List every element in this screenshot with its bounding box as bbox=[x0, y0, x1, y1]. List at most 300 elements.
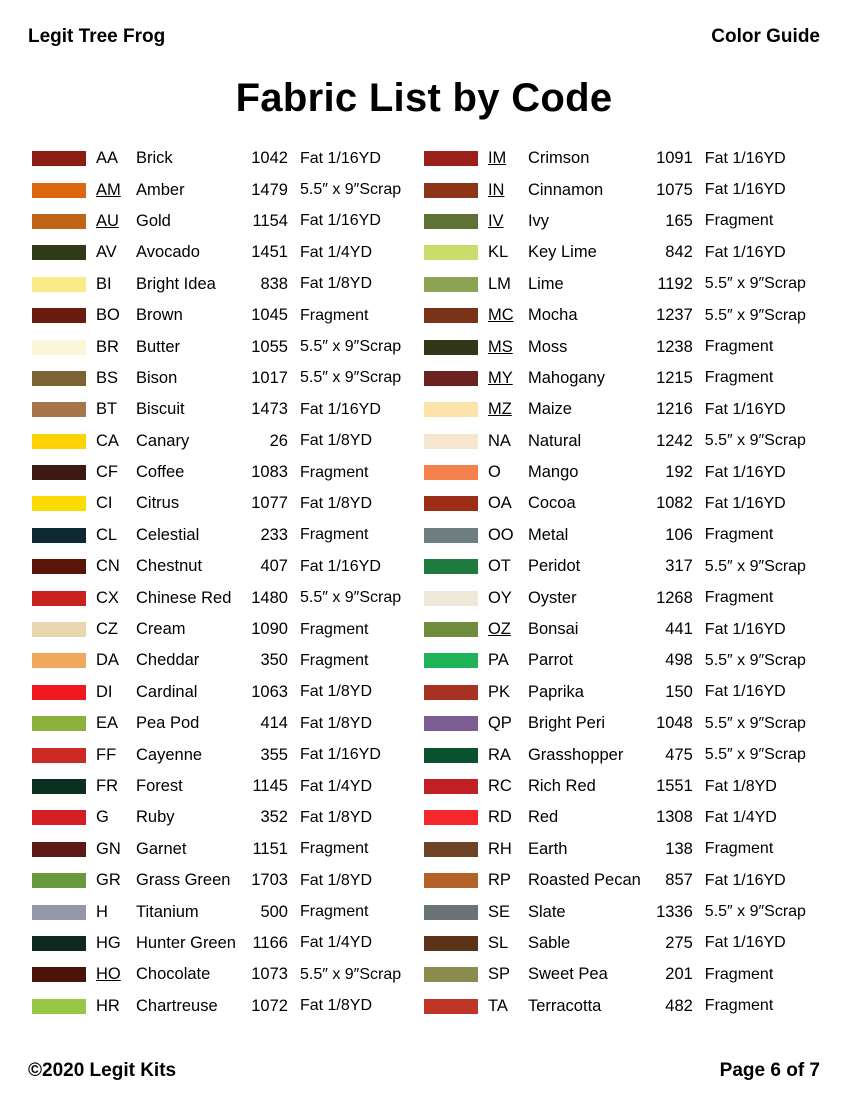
fabric-row bbox=[32, 363, 412, 394]
fabric-name: Crimson bbox=[527, 149, 590, 168]
color-swatch bbox=[424, 967, 478, 982]
color-swatch bbox=[32, 936, 86, 951]
fabric-number: 1075 bbox=[656, 180, 693, 199]
fabric-cut-size: Fragment bbox=[704, 997, 774, 1015]
fabric-number: 842 bbox=[665, 243, 693, 262]
color-swatch bbox=[424, 842, 478, 857]
fabric-cut-size: Fragment bbox=[704, 840, 774, 858]
fabric-code: GN bbox=[96, 839, 121, 858]
fabric-name: Forest bbox=[136, 777, 183, 795]
fabric-code: MS bbox=[487, 337, 513, 356]
fabric-number: 350 bbox=[260, 651, 288, 670]
fabric-number: 1551 bbox=[656, 777, 693, 795]
fabric-name: Sable bbox=[527, 933, 571, 952]
color-swatch bbox=[32, 151, 86, 166]
fabric-row bbox=[424, 708, 817, 739]
fabric-cut-size: Fat 1/16YD bbox=[704, 620, 786, 638]
fabric-number: 201 bbox=[665, 965, 693, 984]
fabric-number: 1166 bbox=[252, 933, 288, 952]
color-swatch bbox=[32, 559, 86, 574]
fabric-code: DI bbox=[96, 682, 113, 701]
fabric-code: G bbox=[96, 808, 109, 827]
fabric-cut-size: Fat 1/16YD bbox=[299, 149, 381, 167]
fabric-code: CN bbox=[96, 557, 120, 576]
fabric-cut-size: Fragment bbox=[299, 306, 369, 324]
fabric-name: Grass Green bbox=[136, 871, 231, 890]
fabric-code: GR bbox=[96, 871, 121, 890]
fabric-cut-size: Fat 1/16YD bbox=[299, 400, 381, 418]
fabric-cut-size: Fragment bbox=[704, 965, 774, 983]
color-swatch bbox=[424, 622, 478, 637]
fabric-number: 1151 bbox=[252, 839, 288, 858]
fabric-row bbox=[32, 331, 412, 362]
fabric-cut-size: Fat 1/16YD bbox=[704, 494, 786, 512]
fabric-number: 233 bbox=[260, 525, 288, 544]
fabric-code: AV bbox=[96, 243, 117, 262]
fabric-code: OT bbox=[487, 557, 511, 576]
fabric-number: 1090 bbox=[251, 620, 288, 639]
fabric-name: Hunter Green bbox=[136, 933, 236, 952]
fabric-name: Parrot bbox=[527, 651, 573, 670]
fabric-number: 150 bbox=[665, 682, 693, 701]
fabric-code: HO bbox=[96, 965, 121, 984]
color-swatch bbox=[424, 936, 478, 951]
fabric-name: Amber bbox=[136, 180, 185, 199]
fabric-cut-size: Fragment bbox=[299, 903, 369, 921]
fabric-cut-size: Fragment bbox=[299, 526, 369, 544]
fabric-row bbox=[32, 237, 412, 268]
fabric-code: DA bbox=[96, 651, 119, 670]
fabric-code: PA bbox=[487, 651, 509, 670]
color-swatch bbox=[424, 371, 478, 386]
fabric-row bbox=[424, 677, 817, 708]
fabric-cut-size: Fat 1/16YD bbox=[704, 683, 786, 701]
fabric-code: RD bbox=[487, 808, 512, 827]
fabric-cut-size: Fat 1/16YD bbox=[704, 181, 786, 199]
fabric-cut-size: 5.5″ x 9″Scrap bbox=[299, 338, 402, 356]
fabric-name: Ruby bbox=[136, 808, 175, 827]
fabric-cut-size: Fat 1/16YD bbox=[299, 746, 381, 764]
fabric-row bbox=[424, 488, 817, 519]
fabric-cut-size: Fat 1/16YD bbox=[704, 400, 786, 418]
fabric-cut-size: Fat 1/8YD bbox=[299, 808, 372, 826]
fabric-row bbox=[424, 834, 817, 865]
fabric-name: Paprika bbox=[527, 682, 584, 701]
fabric-row bbox=[424, 645, 817, 676]
fabric-row bbox=[424, 331, 817, 362]
fabric-number: 498 bbox=[665, 651, 693, 670]
fabric-row bbox=[32, 959, 412, 990]
fabric-row bbox=[424, 143, 817, 174]
fabric-row bbox=[424, 896, 817, 927]
color-swatch bbox=[424, 685, 478, 700]
color-swatch bbox=[424, 308, 478, 323]
fabric-number: 317 bbox=[665, 557, 693, 576]
fabric-cut-size: Fat 1/8YD bbox=[704, 777, 777, 795]
fabric-row bbox=[32, 708, 412, 739]
fabric-cut-size: 5.5″ x 9″Scrap bbox=[704, 306, 806, 324]
fabric-number: 857 bbox=[665, 871, 693, 890]
fabric-name: Mango bbox=[527, 463, 579, 482]
copyright-text: ©2020 Legit Kits bbox=[28, 1060, 177, 1081]
fabric-name: Brick bbox=[136, 149, 173, 168]
fabric-name: Garnet bbox=[136, 839, 187, 858]
document-type: Color Guide bbox=[711, 26, 820, 47]
color-swatch bbox=[424, 748, 478, 763]
color-swatch bbox=[424, 214, 478, 229]
fabric-number: 1473 bbox=[251, 400, 288, 419]
color-swatch bbox=[424, 245, 478, 260]
fabric-name: Ivy bbox=[527, 211, 550, 230]
fabric-number: 1055 bbox=[251, 337, 288, 356]
color-swatch bbox=[32, 245, 86, 260]
color-swatch bbox=[32, 371, 86, 386]
fabric-row bbox=[32, 645, 412, 676]
fabric-code: HG bbox=[96, 933, 121, 952]
fabric-code: SL bbox=[487, 933, 509, 952]
fabric-code: OZ bbox=[487, 620, 511, 639]
fabric-name: Brown bbox=[136, 306, 183, 325]
color-swatch bbox=[424, 873, 478, 888]
color-swatch bbox=[424, 277, 478, 292]
fabric-cut-size: Fat 1/8YD bbox=[299, 997, 372, 1015]
fabric-code: BR bbox=[96, 337, 119, 356]
fabric-name: Bright Peri bbox=[527, 714, 605, 733]
fabric-row bbox=[32, 834, 412, 865]
fabric-row bbox=[32, 865, 412, 896]
fabric-cut-size: Fragment bbox=[299, 840, 369, 858]
color-swatch bbox=[32, 842, 86, 857]
fabric-code: HR bbox=[96, 996, 120, 1015]
fabric-number: 1451 bbox=[251, 243, 288, 262]
color-swatch bbox=[424, 591, 478, 606]
fabric-row bbox=[32, 551, 412, 582]
fabric-number: 138 bbox=[665, 839, 693, 858]
fabric-cut-size: 5.5″ x 9″Scrap bbox=[704, 557, 806, 575]
fabric-number: 1215 bbox=[656, 368, 693, 387]
fabric-name: Moss bbox=[527, 337, 568, 356]
fabric-code: H bbox=[96, 902, 108, 921]
fabric-row bbox=[424, 739, 817, 770]
fabric-row bbox=[424, 771, 817, 802]
fabric-name: Bright Idea bbox=[136, 274, 216, 293]
color-swatch bbox=[424, 999, 478, 1014]
fabric-cut-size: Fat 1/4YD bbox=[299, 777, 372, 795]
fabric-number: 1216 bbox=[656, 400, 693, 419]
fabric-name: Chartreuse bbox=[136, 996, 218, 1015]
fabric-name: Red bbox=[527, 808, 559, 827]
fabric-number: 1480 bbox=[251, 588, 288, 607]
fabric-name: Canary bbox=[136, 431, 190, 450]
fabric-number: 1073 bbox=[251, 965, 288, 984]
fabric-cut-size: Fragment bbox=[299, 463, 369, 481]
fabric-cut-size: Fragment bbox=[704, 338, 774, 356]
color-swatch bbox=[32, 905, 86, 920]
fabric-code: EA bbox=[96, 714, 119, 733]
fabric-code: TA bbox=[487, 996, 508, 1015]
fabric-number: 500 bbox=[260, 902, 288, 921]
fabric-column-right bbox=[424, 143, 817, 1044]
color-swatch bbox=[424, 810, 478, 825]
color-swatch bbox=[32, 277, 86, 292]
color-swatch bbox=[424, 183, 478, 198]
fabric-row bbox=[424, 174, 817, 205]
fabric-number: 1479 bbox=[251, 180, 288, 199]
color-swatch bbox=[32, 340, 86, 355]
fabric-name: Maize bbox=[527, 400, 572, 419]
fabric-row bbox=[32, 991, 412, 1022]
color-swatch bbox=[32, 496, 86, 511]
fabric-name: Slate bbox=[527, 902, 566, 921]
fabric-cut-size: 5.5″ x 9″Scrap bbox=[704, 714, 806, 732]
fabric-row bbox=[424, 991, 817, 1022]
color-swatch bbox=[32, 528, 86, 543]
fabric-number: 1336 bbox=[656, 902, 693, 921]
color-swatch bbox=[32, 716, 86, 731]
fabric-code: AU bbox=[96, 211, 119, 230]
fabric-code: BO bbox=[96, 306, 120, 325]
fabric-code: PK bbox=[487, 682, 510, 701]
fabric-row bbox=[32, 300, 412, 331]
fabric-name: Natural bbox=[527, 431, 582, 450]
fabric-number: 1045 bbox=[251, 306, 288, 325]
fabric-cut-size: 5.5″ x 9″Scrap bbox=[704, 432, 806, 450]
fabric-name: Key Lime bbox=[527, 243, 597, 262]
fabric-name: Mahogany bbox=[527, 368, 606, 387]
fabric-name: Oyster bbox=[527, 588, 577, 607]
fabric-cut-size: Fat 1/8YD bbox=[299, 275, 372, 293]
fabric-row bbox=[32, 771, 412, 802]
fabric-row bbox=[424, 394, 817, 425]
fabric-number: 1703 bbox=[251, 871, 288, 890]
fabric-code: SE bbox=[487, 902, 510, 921]
fabric-code: IV bbox=[487, 211, 504, 230]
fabric-code: KL bbox=[487, 243, 509, 262]
fabric-code: MC bbox=[487, 306, 514, 325]
fabric-code: QP bbox=[487, 714, 512, 733]
brand-title: Legit Tree Frog bbox=[28, 26, 166, 47]
fabric-number: 1042 bbox=[251, 149, 288, 168]
fabric-name: Terracotta bbox=[527, 996, 602, 1015]
fabric-cut-size: Fat 1/8YD bbox=[299, 494, 372, 512]
fabric-number: 1082 bbox=[656, 494, 693, 513]
fabric-name: Earth bbox=[527, 839, 568, 858]
fabric-code: CF bbox=[96, 463, 118, 482]
fabric-cut-size: Fragment bbox=[299, 620, 369, 638]
fabric-cut-size: Fat 1/8YD bbox=[299, 683, 372, 701]
fabric-number: 838 bbox=[260, 274, 288, 293]
fabric-cut-size: Fat 1/16YD bbox=[299, 212, 381, 230]
color-swatch bbox=[424, 716, 478, 731]
fabric-code: RA bbox=[487, 745, 511, 764]
fabric-name: Bison bbox=[136, 368, 178, 387]
fabric-name: Sweet Pea bbox=[527, 965, 608, 984]
fabric-row bbox=[32, 520, 412, 551]
fabric-number: 1091 bbox=[656, 149, 693, 168]
fabric-code: IN bbox=[487, 180, 505, 199]
fabric-row bbox=[424, 457, 817, 488]
fabric-cut-size: Fat 1/16YD bbox=[704, 871, 786, 889]
color-swatch bbox=[424, 653, 478, 668]
fabric-code: RC bbox=[487, 777, 512, 795]
fabric-name: Biscuit bbox=[136, 400, 185, 419]
fabric-row bbox=[32, 426, 412, 457]
fabric-code: AM bbox=[96, 180, 121, 199]
fabric-number: 275 bbox=[665, 933, 693, 952]
fabric-code: OY bbox=[487, 588, 512, 607]
fabric-number: 482 bbox=[665, 996, 693, 1015]
fabric-column-left bbox=[32, 143, 412, 1044]
fabric-code: BS bbox=[96, 368, 119, 387]
fabric-row bbox=[32, 269, 412, 300]
color-swatch bbox=[32, 748, 86, 763]
fabric-cut-size: Fat 1/4YD bbox=[299, 243, 372, 261]
fabric-name: Mocha bbox=[527, 306, 578, 325]
fabric-number: 1017 bbox=[251, 368, 288, 387]
fabric-name: Grasshopper bbox=[527, 745, 624, 764]
fabric-cut-size: 5.5″ x 9″Scrap bbox=[299, 589, 402, 607]
color-swatch bbox=[32, 873, 86, 888]
color-swatch bbox=[32, 622, 86, 637]
color-swatch bbox=[424, 559, 478, 574]
color-swatch bbox=[32, 653, 86, 668]
fabric-cut-size: Fragment bbox=[704, 369, 774, 387]
fabric-name: Lime bbox=[527, 274, 564, 293]
fabric-number: 165 bbox=[665, 211, 693, 230]
fabric-row bbox=[424, 237, 817, 268]
fabric-name: Avocado bbox=[136, 243, 200, 262]
fabric-code: MY bbox=[487, 368, 513, 387]
fabric-number: 441 bbox=[665, 620, 693, 639]
fabric-code: O bbox=[487, 463, 501, 482]
fabric-cut-size: Fat 1/16YD bbox=[704, 149, 786, 167]
fabric-row bbox=[32, 143, 412, 174]
fabric-cut-size: Fragment bbox=[704, 589, 774, 607]
fabric-code: RP bbox=[487, 871, 511, 890]
fabric-name: Cardinal bbox=[136, 682, 198, 701]
fabric-number: 414 bbox=[260, 714, 288, 733]
fabric-row bbox=[424, 582, 817, 613]
fabric-name: Roasted Pecan bbox=[527, 871, 641, 890]
fabric-row bbox=[32, 457, 412, 488]
fabric-number: 1238 bbox=[656, 337, 693, 356]
color-swatch bbox=[32, 465, 86, 480]
page-number: Page 6 of 7 bbox=[719, 1060, 820, 1081]
fabric-code: CX bbox=[96, 588, 119, 607]
fabric-row bbox=[424, 520, 817, 551]
color-swatch bbox=[424, 465, 478, 480]
fabric-cut-size: 5.5″ x 9″Scrap bbox=[299, 369, 402, 387]
fabric-row bbox=[424, 865, 817, 896]
fabric-row bbox=[32, 896, 412, 927]
fabric-name: Titanium bbox=[136, 902, 199, 921]
fabric-name: Chestnut bbox=[136, 557, 203, 576]
color-swatch bbox=[424, 528, 478, 543]
fabric-number: 1268 bbox=[656, 588, 693, 607]
fabric-name: Cinnamon bbox=[527, 180, 604, 199]
fabric-row bbox=[32, 206, 412, 237]
fabric-name: Cocoa bbox=[527, 494, 576, 513]
fabric-row bbox=[32, 677, 412, 708]
fabric-cut-size: 5.5″ x 9″Scrap bbox=[299, 965, 402, 983]
fabric-code: CZ bbox=[96, 620, 118, 639]
fabric-name: Peridot bbox=[527, 557, 581, 576]
color-swatch bbox=[32, 434, 86, 449]
fabric-code: CA bbox=[96, 431, 119, 450]
color-swatch bbox=[32, 402, 86, 417]
fabric-code: FR bbox=[96, 777, 118, 795]
fabric-row bbox=[424, 426, 817, 457]
fabric-row bbox=[424, 206, 817, 237]
fabric-name: Chocolate bbox=[136, 965, 211, 984]
fabric-row bbox=[424, 959, 817, 990]
fabric-code: OA bbox=[487, 494, 512, 513]
fabric-number: 1154 bbox=[252, 211, 288, 230]
fabric-cut-size: Fat 1/4YD bbox=[704, 808, 777, 826]
fabric-number: 1237 bbox=[656, 306, 693, 325]
color-swatch bbox=[32, 967, 86, 982]
fabric-row bbox=[32, 488, 412, 519]
fabric-cut-size: 5.5″ x 9″Scrap bbox=[704, 275, 806, 293]
color-swatch bbox=[32, 308, 86, 323]
fabric-cut-size: Fragment bbox=[704, 526, 774, 544]
fabric-cut-size: Fat 1/4YD bbox=[299, 934, 372, 952]
fabric-row bbox=[424, 269, 817, 300]
fabric-row bbox=[424, 802, 817, 833]
fabric-code: RH bbox=[487, 839, 512, 858]
color-swatch bbox=[424, 905, 478, 920]
fabric-code: FF bbox=[96, 745, 117, 764]
fabric-code: IM bbox=[487, 149, 507, 168]
fabric-name: Metal bbox=[527, 525, 569, 544]
fabric-row bbox=[32, 614, 412, 645]
fabric-code: BI bbox=[96, 274, 112, 293]
fabric-cut-size: 5.5″ x 9″Scrap bbox=[704, 903, 806, 921]
fabric-code: NA bbox=[487, 431, 511, 450]
fabric-cut-size: 5.5″ x 9″Scrap bbox=[299, 181, 402, 199]
fabric-row bbox=[424, 363, 817, 394]
fabric-row bbox=[424, 551, 817, 582]
color-swatch bbox=[424, 151, 478, 166]
fabric-name: Citrus bbox=[136, 494, 180, 513]
fabric-name: Chinese Red bbox=[136, 588, 232, 607]
color-swatch bbox=[32, 779, 86, 794]
color-swatch bbox=[424, 402, 478, 417]
fabric-row bbox=[424, 300, 817, 331]
fabric-number: 1077 bbox=[251, 494, 288, 513]
fabric-name: Cheddar bbox=[136, 651, 200, 670]
fabric-columns bbox=[26, 143, 822, 1044]
fabric-row bbox=[424, 928, 817, 959]
fabric-cut-size: Fat 1/8YD bbox=[299, 871, 372, 889]
color-swatch bbox=[32, 183, 86, 198]
fabric-code: SP bbox=[487, 965, 510, 984]
fabric-number: 26 bbox=[269, 431, 288, 450]
fabric-row bbox=[32, 582, 412, 613]
fabric-name: Rich Red bbox=[527, 777, 596, 795]
fabric-cut-size: Fat 1/8YD bbox=[299, 432, 372, 450]
color-swatch bbox=[424, 779, 478, 794]
fabric-code: AA bbox=[96, 149, 119, 168]
fabric-number: 1072 bbox=[251, 996, 288, 1015]
fabric-name: Butter bbox=[136, 337, 181, 356]
color-swatch bbox=[424, 340, 478, 355]
color-swatch bbox=[424, 434, 478, 449]
fabric-number: 1308 bbox=[656, 808, 693, 827]
fabric-row bbox=[32, 802, 412, 833]
fabric-number: 475 bbox=[665, 745, 693, 764]
fabric-code: OO bbox=[487, 525, 514, 544]
